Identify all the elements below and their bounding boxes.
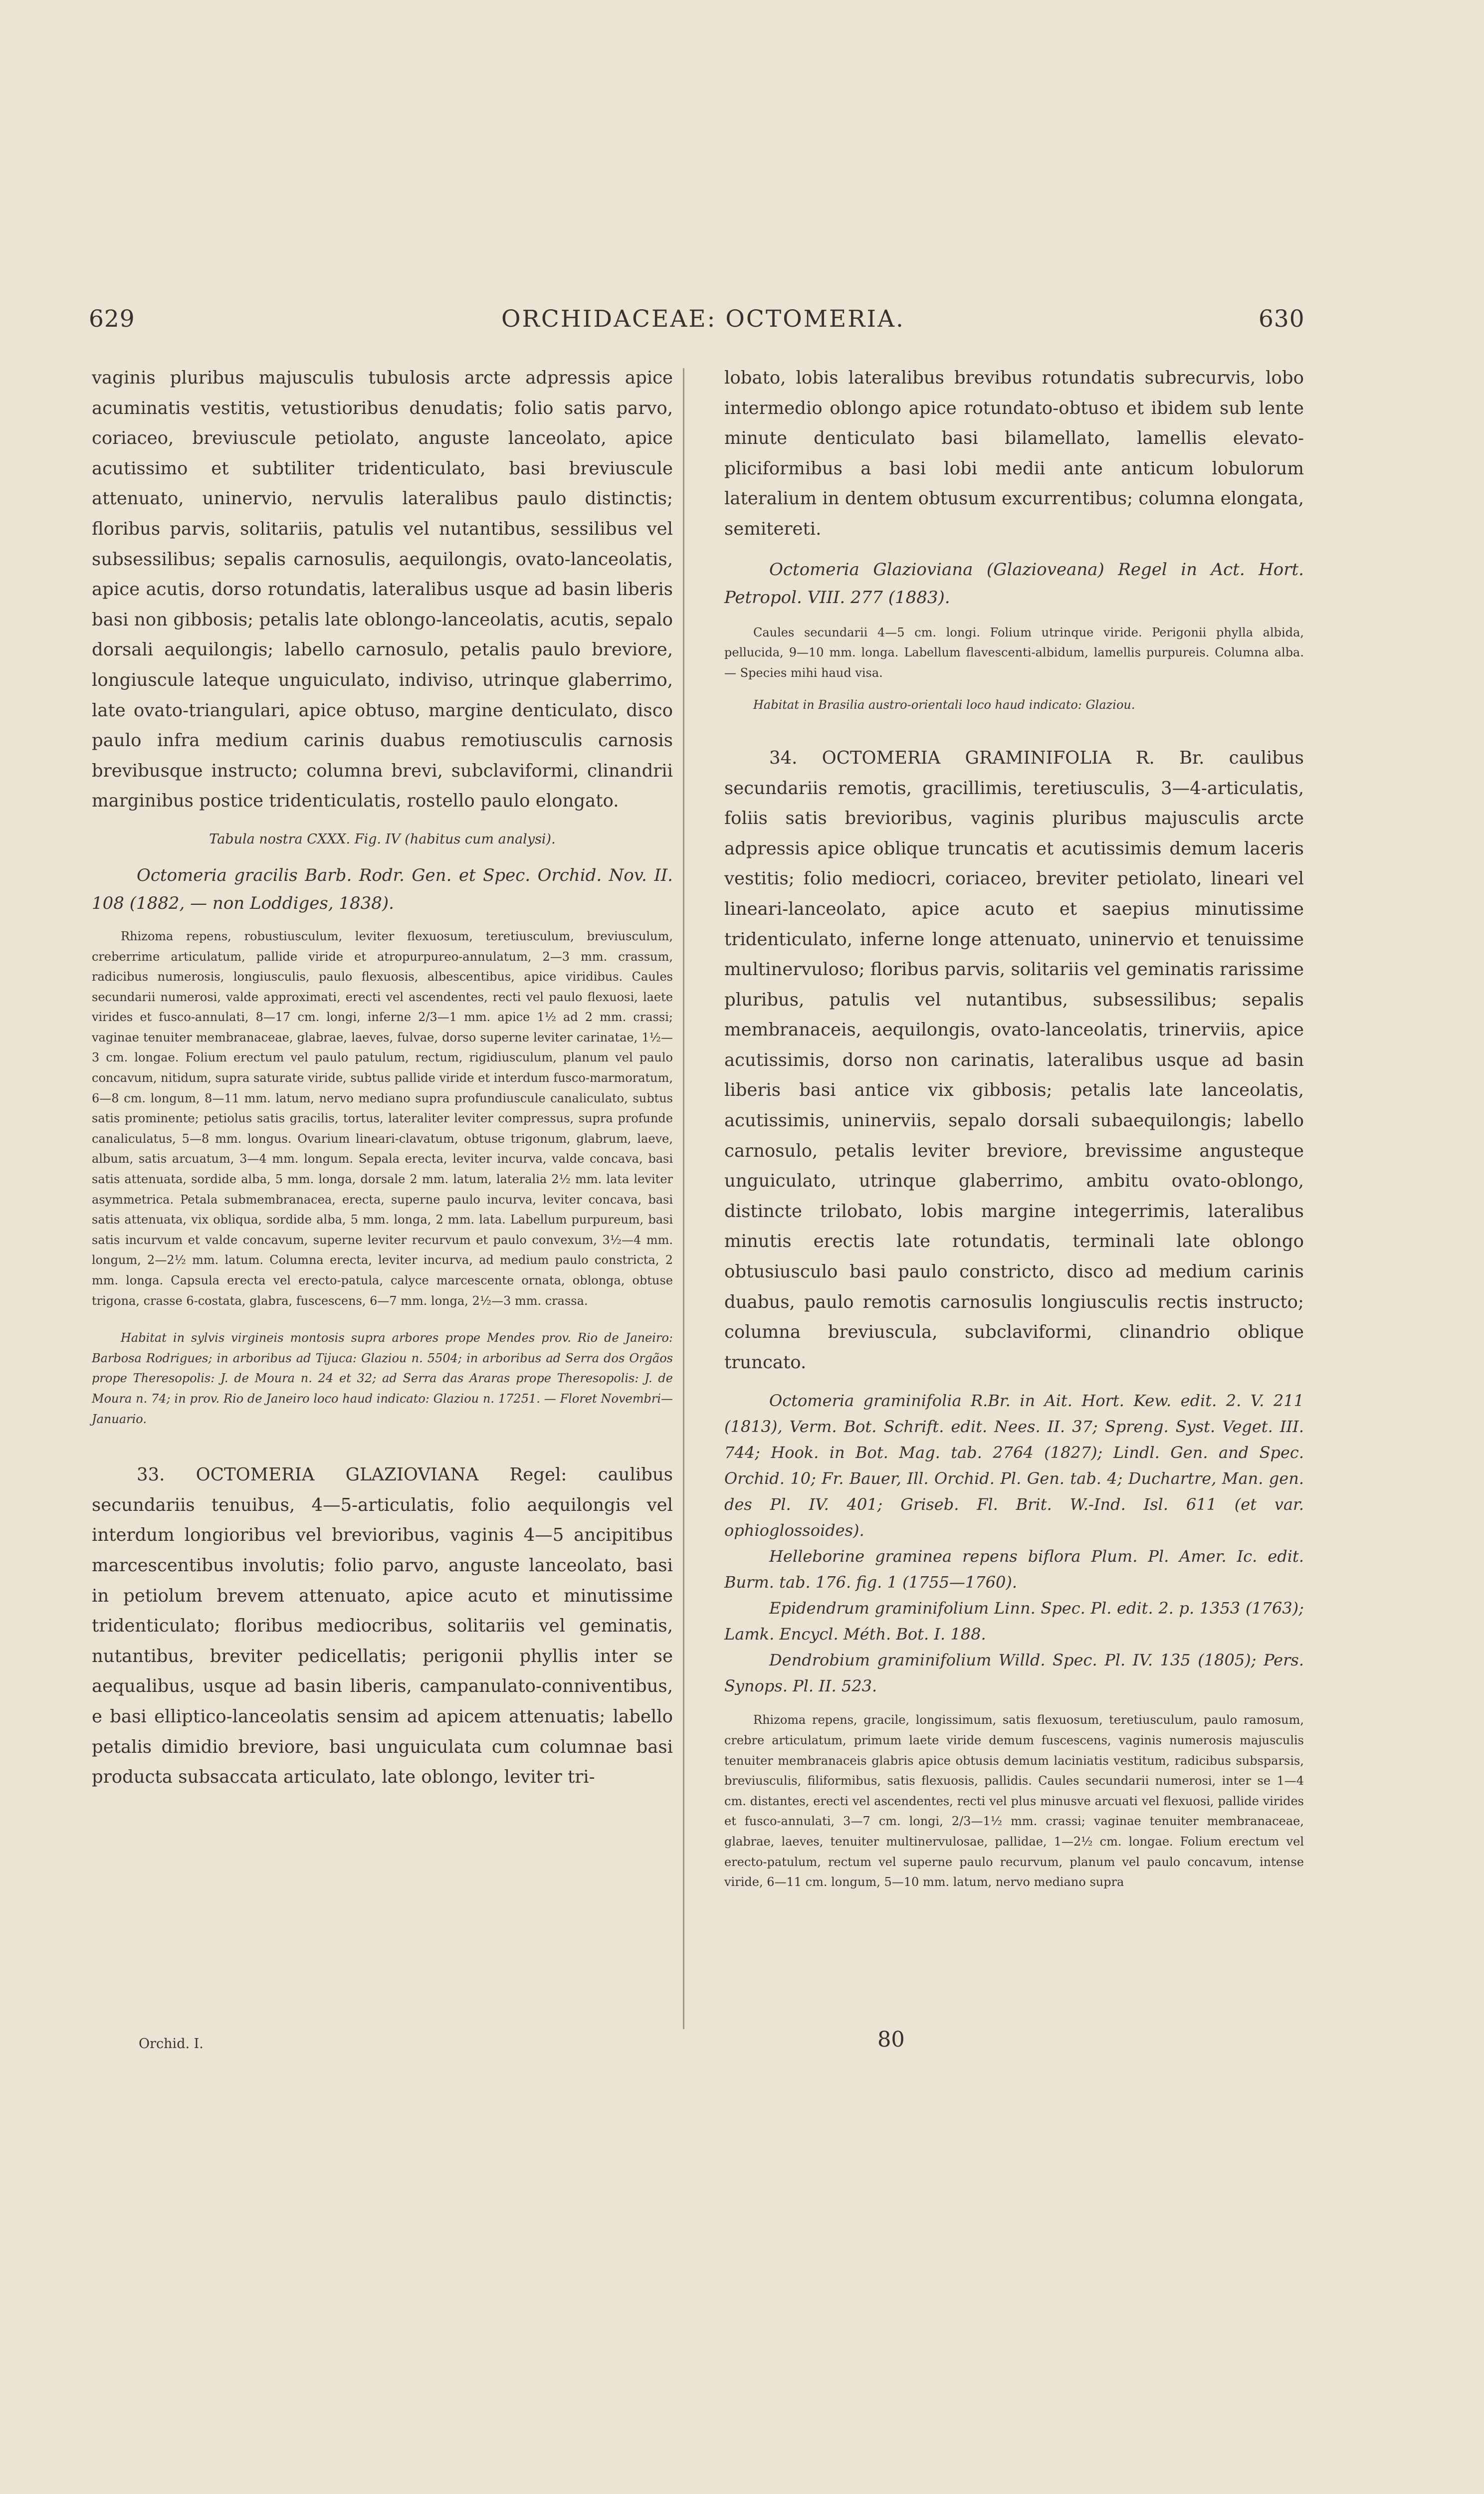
species-33-heading: 33. OCTOMERIA GLAZIOVIANA Regel: caulibus secundariis tenuibus, 4—5-articulatis, folio aequilongis vel interdum longioribus vel brevioribus, vaginis 4—5 ancipitibus marcescentibus involutis; folio parvo, anguste lanceolato, basi in petiolum brevem attenuato, apice acuto et minutissime tridenticulato; floribus mediocribus, solitariis vel geminatis, nutantibus, breviter pedicellatis; perigonii phyllis inter se aequalibus, usque ad basin liberis, campanulato-conniventibus, e basi elliptico-lanceolatis sensim ad apicem attenuatis; labello petalis dimidio breviore, basi unguiculata cum columnae basi producta subsaccata articulato, late oblongo, leviter tri- bbox=[92, 1464, 673, 1788]
column-divider bbox=[683, 368, 684, 2029]
right-column bbox=[724, 363, 1304, 1892]
left-column bbox=[92, 363, 673, 1793]
species-34-heading: 34. OCTOMERIA GRAMINIFOLIA R. Br. caulibus secundariis remotis, gracillimis, teretiusculis, 3—4-articulatis, foliis satis brevioribus, vaginis pluribus majusculis arcte adpressis apice oblique truncatis et acutissimis demum laceris vestitis; folio mediocri, coriaceo, breviter petiolato, lineari vel lineari-lanceolato, apice acuto et saepius minutissime tridenticulato, inferne longe attenuato, uninervio et tenuissime multinervuloso; floribus parvis, solitariis vel geminatis rarissime pluribus, patulis vel nutantibus, subsessilibus; sepalis membranaceis, aequilongis, ovato-lanceolatis, trinerviis, apice acutissimis, dorso non carinatis, lateralibus usque ad basin liberis basi antice vix gibbosis; petalis late lanceolatis, acutissimis, uninerviis, sepalo dorsali subaequilongis; labello carnosulo, petalis leviter breviore, brevissime angusteque unguiculato, utrinque glaberrimo, ambitu ovato-oblongo, distincte trilobato, lobis margine integerrimis, lateralibus minutis erectis late rotundatis, terminali late oblongo obtusiusculo basi paulo constricto, disco ad medium carinis duabus, paulo remotis carnosulis longiusculis rectis instructo; columna breviuscula, subclaviformi, clinandrio oblique truncato. bbox=[724, 747, 1304, 1373]
synonym-helleborine: Helleborine graminea repens biflora Plum. Pl. Amer. Ic. edit. Burm. tab. 176. fig. 1 (1755—1760). bbox=[724, 1547, 1304, 1592]
synonym-dendrobium: Dendrobium graminifolium Willd. Spec. Pl. IV. 135 (1805); Pers. Synops. Pl. II. 523. bbox=[724, 1651, 1304, 1696]
synonym: Octomeria gracilis Barb. Rodr. Gen. et Spec. Orchid. Nov. II. 108 (1882, — non Loddiges, 1838). bbox=[92, 865, 673, 913]
running-title: ORCHIDACEAE: OCTOMERIA. bbox=[501, 305, 905, 333]
plate-reference: Tabula nostra CXXX. Fig. IV (habitus cum analysi). bbox=[209, 831, 556, 847]
detailed-description-graminifolia: Rhizoma repens, gracile, longissimum, satis flexuosum, teretiusculum, paulo ramosum, crebre articulatum, primum laete viride demum fuscescens, vaginis numerosis majusculis tenuiter membranaceis glabris apice obtusis demum laciniatis vestitum, radicibus subsparsis, breviusculis, filiformibus, satis flexuosis, pallidis. Caules secundarii numerosi, inter se 1—4 cm. distantes, erecti vel ascendentes, recti vel plus minusve arcuati vel flexuosi, pallide virides et fusco-annulati, 3—7 cm. longi, 2/3—1½ mm. crassi; vaginae tenuiter membranaceae, glabrae, laeves, tenuiter multinervulosae, pallidae, 1—2½ cm. longae. Folium erectum vel erecto-patulum, rectum vel superne paulo recurvum, planum vel paulo concavum, intense viride, 6—11 cm. longum, 5—10 mm. latum, nervo mediano supra bbox=[724, 1713, 1304, 1889]
signature-mark: Orchid. I. bbox=[139, 2036, 204, 2052]
detailed-description: Rhizoma repens, robustiusculum, leviter flexuosum, teretiusculum, breviusculum, creberrime articulatum, pallide viride et atropurpureo-annulatum, 2—3 mm. crassum, radicibus numerosis, longiusculis, paulo flexuosis, albescentibus, apice viridibus. Caules secundarii numerosi, valde approximati, erecti vel ascendentes, recti vel paulo flexuosi, laete virides et fusco-annulati, 8—17 cm. longi, inferne 2/3—1 mm. apice 1½ ad 2 mm. crassi; vaginae tenuiter membranaceae, glabrae, laeves, fulvae, dorso superne leviter carinatae, 1½—3 cm. longae. Folium erectum vel paulo patulum, rectum, rigidiusculum, planum vel paulo concavum, nitidum, supra saturate viride, subtus pallide viride et interdum fusco-marmoratum, 6—8 cm. longum, 8—11 mm. latum, nervo mediano supra profundiuscule canaliculato, subtus satis prominente; petiolus satis gracilis, tortus, lateraliter leviter compressus, supra profunde canaliculatus, 5—8 mm. longus. Ovarium lineari-clavatum, obtuse trigonum, glabrum, laeve, album, satis arcuatum, 3—4 mm. longum. Sepala erecta, leviter incurva, valde concava, basi satis attenuata, sordide alba, 5 mm. longa, dorsale 2 mm. latum, lateralia 2½ mm. lata leviter asymmetrica. Petala submembranacea, erecta, superne paulo incurva, leviter concava, basi satis attenuata, vix obliqua, sordide alba, 5 mm. longa, 2 mm. lata. Labellum purpureum, basi satis incurvum et valde concavum, superne leviter recurvum et paulo convexum, 3½—4 mm. longum, 2—2½ mm. latum. Columna erecta, leviter incurva, ad medium paulo constricta, 2 mm. longa. Capsula erecta vel erecto-patula, calyce marcescente ornata, oblonga, obtuse trigona, crasse 6-costata, glabra, fuscescens, 6—7 mm. longa, 2½—3 mm. crassa. bbox=[92, 929, 673, 1308]
page-number-right: 630 bbox=[1259, 305, 1305, 333]
synonym-epidendrum: Epidendrum graminifolium Linn. Spec. Pl. edit. 2. p. 1353 (1763); Lamk. Encycl. Méth. Bot. I. 188. bbox=[724, 1599, 1304, 1644]
description-continued-right: lobato, lobis lateralibus brevibus rotundatis subrecurvis, lobo intermedio oblongo apice rotundato-obtuso et ibidem sub lente minute denticulato basi bilamellato, lamellis elevato-pliciformibus a basi lobi medii ante anticum lobulorum lateralium in dentem obtusum excurrentibus; columna elongata, semitereti. bbox=[724, 368, 1304, 539]
synonymy-graminifolia: Octomeria graminifolia R.Br. in Ait. Hort. Kew. edit. 2. V. 211 (1813), Verm. Bot. Schrift. edit. Nees. II. 37; Spreng. Syst. Veget. III. 744; Hook. in Bot. Mag. tab. 2764 (1827); Lindl. Gen. and Spec. Orchid. 10; Fr. Bauer, Ill. Orchid. Pl. Gen. tab. 4; Duchartre, Man. gen. des Pl. IV. 401; Griseb. Fl. Brit. W.-Ind. Isl. 611 (et var. ophioglossoides). bbox=[724, 1391, 1304, 1540]
description-glazioviana: Caules secundarii 4—5 cm. longi. Folium utrinque viride. Perigonii phylla albida, pellucida, 9—10 mm. longa. Labellum flavescenti-albidum, lamellis purpureis. Columna alba. — Species mihi haud visa. bbox=[724, 625, 1304, 680]
page-number-left: 629 bbox=[89, 305, 135, 333]
synonym-glazioviana: Octomeria Glazioviana (Glazioveana) Regel in Act. Hort. Petropol. VIII. 277 (1883). bbox=[724, 559, 1304, 608]
sheet-number: 80 bbox=[877, 2027, 905, 2052]
habitat-glazioviana: Habitat in Brasilia austro-orientali loco haud indicato: Glaziou. bbox=[753, 698, 1135, 712]
habitat: Habitat in sylvis virgineis montosis supra arbores prope Mendes prov. Rio de Janeiro: Barbosa Rodrigues; in arboribus ad Tijuca: Glaziou n. 5504; in arboribus ad Serra dos Orgãos prope Theresopolis: J. de Moura n. 24 et 32; ad Serra das Araras prope Theresopolis: J. de Moura n. 74; in prov. Rio de Janeiro loco haud indicato: Glaziou n. 17251. — Floret Novembri—Januario. bbox=[92, 1331, 673, 1426]
description-continued: vaginis pluribus majusculis tubulosis arcte adpressis apice acuminatis vestitis, vetustioribus denudatis; folio satis parvo, coriaceo, breviuscule petiolato, anguste lanceolato, apice acutissimo et subtiliter tridenticulato, basi breviuscule attenuato, uninervio, nervulis lateralibus paulo distinctis; floribus parvis, solitariis, patulis vel nutantibus, sessilibus vel subsessilibus; sepalis carnosulis, aequilongis, ovato-lanceolatis, apice acutis, dorso rotundatis, lateralibus usque ad basin liberis basi non gibbosis; petalis late oblongo-lanceolatis, acutis, sepalo dorsali aequilongis; labello carnosulo, petalis paulo breviore, longiuscule lateque unguiculato, indiviso, utrinque glaberrimo, late ovato-triangulari, apice obtuso, margine denticulato, disco paulo infra medium carinis duabus remotiusculis carnosis brevibusque instructo; columna brevi, subclaviformi, clinandrii marginibus postice tridenticulatis, rostello paulo elongato. bbox=[92, 368, 673, 812]
